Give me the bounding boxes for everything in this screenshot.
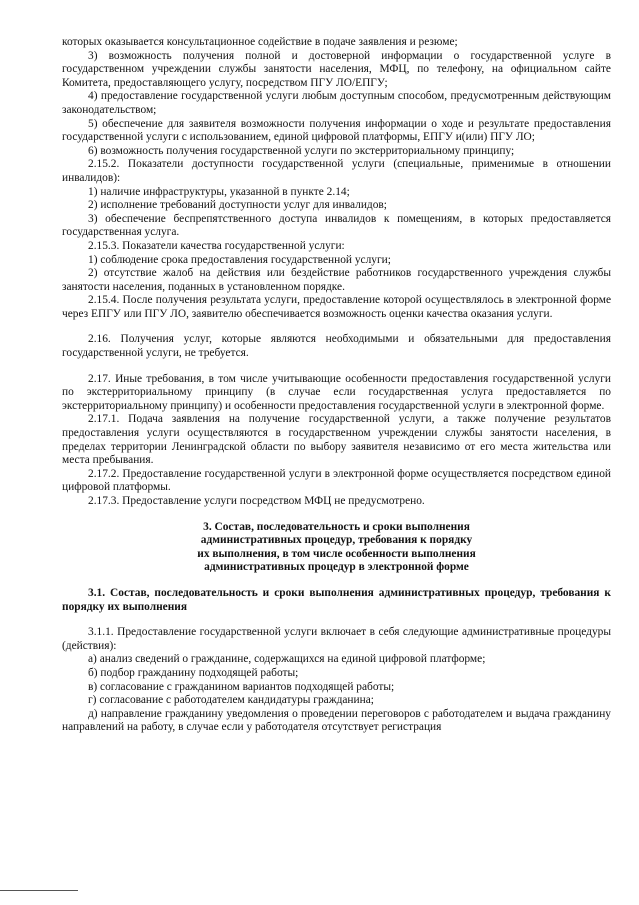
paragraph: 2.17.1. Подача заявления на получение государственной услуги, а также получение результатов предоставления услуги осуществляются в государственном учреждении службы занятости населения, в пределах территории Ленинградской области по выбору заявителя независимо от его места жительства или места пребывания. bbox=[62, 413, 611, 467]
list-item: б) подбор гражданину подходящей работы; bbox=[88, 666, 299, 679]
list-item: 4) предоставление государственной услуги любым доступным способом, предусмотренным действующим законодательством; bbox=[62, 90, 611, 116]
section-heading bbox=[62, 521, 611, 575]
section-heading-line: их выполнения, в том числе особенности выполнения bbox=[197, 547, 476, 560]
paragraph: 2.16. Получения услуг, которые являются необходимыми и обязательными для предоставления государственной услуги, не требуется. bbox=[62, 333, 611, 360]
list-item: а) анализ сведений о гражданине, содержащихся на единой цифровой платформе; bbox=[88, 653, 486, 666]
list-item: 2) исполнение требований доступности услуг для инвалидов; bbox=[88, 199, 387, 212]
paragraph: 2.17.3. Предоставление услуги посредством МФЦ не предусмотрено. bbox=[88, 495, 425, 507]
list-item: 1) наличие инфраструктуры, указанной в пункте 2.14; bbox=[88, 185, 350, 198]
paragraph: 2.17. Иные требования, в том числе учитывающие особенности предоставления государственной услуги по экстерриториальному принципу (в случае если государственная услуга предоставляется по экстерриториальному принципу) и особенности предоставления государственной услуги в электронной форме. bbox=[62, 372, 611, 412]
list-item: 5) обеспечение для заявителя возможности получения информации о ходе и результате предоставления государственной услуги с использованием, единой цифровой платформы, ЕПГУ и(или) ПГУ ЛО; bbox=[62, 117, 611, 144]
subsection-heading: 3.1. Состав, последовательность и сроки выполнения административных процедур, требования к порядку их выполнения bbox=[62, 586, 611, 613]
list-item: в) согласование с гражданином вариантов подходящей работы; bbox=[88, 680, 395, 693]
section-heading-line: административных процедур, требования к порядку bbox=[200, 534, 473, 547]
section-heading-line: административных процедур в электронной форме bbox=[204, 561, 469, 574]
list-item: д) направление гражданину уведомления о проведении переговоров с работодателем и выдача гражданину направлений на работу, в случае если у работодателя отсутствует регистрация bbox=[62, 707, 611, 734]
list-item: 3) возможность получения полной и достоверной информации о государственной услуге в государственном учреждении службы занятости населения, МФЦ, по телефону, на официальном сайте Комитета, предоставляющего услугу, посредством ПГУ ЛО/ЕПГУ; bbox=[62, 49, 611, 89]
list-item: 2) отсутствие жалоб на действия или бездействие работников государственного учреждения службы занятости населения, поданных в установленном порядке. bbox=[62, 267, 611, 293]
paragraph: 2.15.3. Показатели качества государственной услуги: bbox=[88, 239, 345, 252]
list-item: 3) обеспечение беспрепятственного доступа инвалидов к помещениям, в которых предоставляется государственная услуга. bbox=[62, 212, 611, 239]
list-item: 1) соблюдение срока предоставления государственной услуги; bbox=[88, 253, 391, 266]
paragraph: 2.17.2. Предоставление государственной услуги в электронной форме осуществляется посредством единой цифровой платформы. bbox=[62, 467, 611, 494]
footnote-divider bbox=[0, 890, 78, 891]
paragraph: 3.1.1. Предоставление государственной услуги включает в себя следующие административные процедуры (действия): bbox=[62, 626, 611, 652]
list-item: г) согласование с работодателем кандидатуры гражданина; bbox=[88, 694, 374, 707]
paragraph: 2.15.2. Показатели доступности государственной услуги (специальные, применимые в отношении инвалидов): bbox=[62, 158, 611, 184]
paragraph: которых оказывается консультационное содействие в подаче заявления и резюме; bbox=[62, 36, 458, 48]
list-item: 6) возможность получения государственной услуги по экстерриториальному принципу; bbox=[88, 144, 515, 157]
section-heading-line: 3. Состав, последовательность и сроки выполнения bbox=[203, 520, 470, 533]
paragraph: 2.15.4. После получения результата услуги, предоставление которой осуществлялось в электронной форме через ЕПГУ или ПГУ ЛО, заявителю обеспечивается возможность оценки качества оказания услуги. bbox=[62, 294, 611, 320]
